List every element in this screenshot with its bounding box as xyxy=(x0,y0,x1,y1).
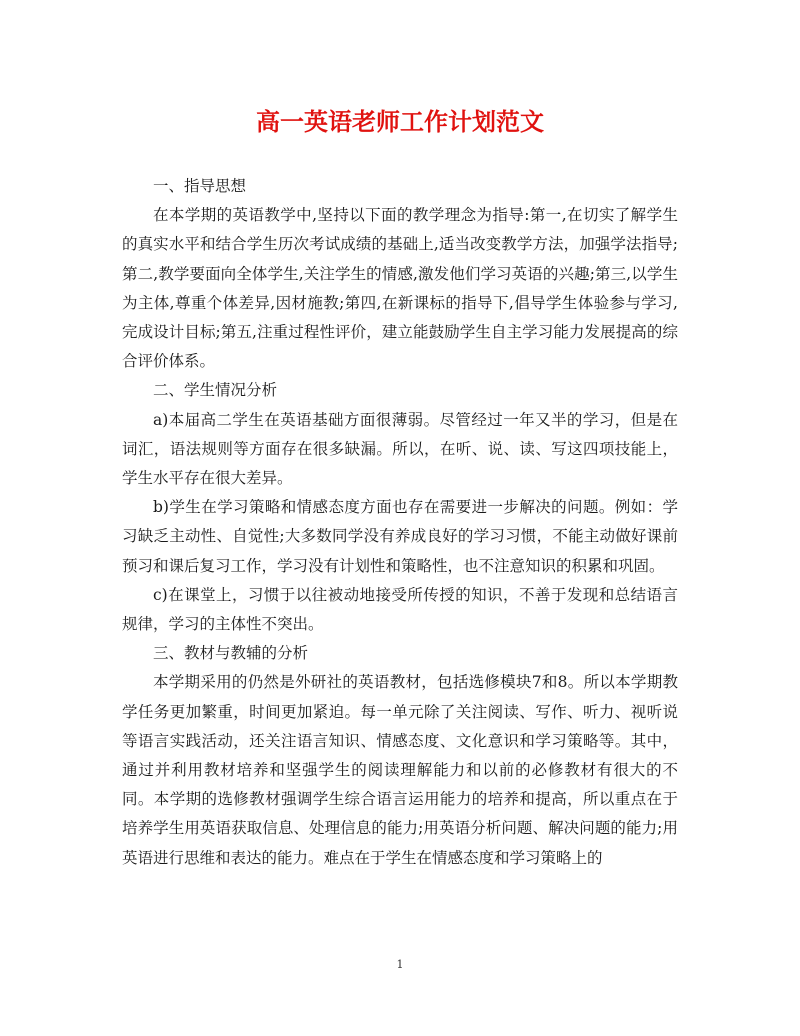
paragraph-student-analysis-a: a)本届高二学生在英语基础方面很薄弱。尽管经过一年又半的学习，但是在词汇，语法规则等方面存在很多缺漏。所以，在听、说、读、写这四项技能上，学生水平存在很大差异。 xyxy=(122,410,678,488)
paragraph-guiding-ideology: 在本学期的英语教学中,坚持以下面的教学理念为指导:第一,在切实了解学生的真实水平和结合学生历次考试成绩的基础上,适当改变教学方法，加强学法指导;第二,教学要面向全体学生,关注学生的情感,激发他们学习英语的兴趣;第三,以学生为主体,尊重个体差异,因材施教;第四,在新课标的指导下,倡导学生体验参与学习,完成设计目标;第五,注重过程性评价，建立能鼓励学生自主学习能力发展提高的综合评价体系。 xyxy=(122,206,678,371)
page-number: 1 xyxy=(396,958,404,971)
paragraph-textbook-analysis: 本学期采用的仍然是外研社的英语教材，包括选修模块7和8。所以本学期教学任务更加繁重，时间更加紧迫。每一单元除了关注阅读、写作、听力、视听说等语言实践活动，还关注语言知识、情感态度、文化意识和学习策略等。其中，通过并利用教材培养和坚强学生的阅读理解能力和以前的必修教材有很大的不同。本学期的选修教材强调学生综合语言运用能力的培养和提高，所以重点在于培养学生用英语获取信息、处理信息的能力;用英语分析问题、解决问题的能力;用英语进行思维和表达的能力。难点在于学生在情感态度和学习策略上的 xyxy=(122,673,678,867)
section-heading-textbook-analysis: 三、教材与教辅的分析 xyxy=(153,644,309,663)
paragraph-student-analysis-c: c)在课堂上，习惯于以往被动地接受所传授的知识，不善于发现和总结语言规律，学习的主体性不突出。 xyxy=(122,585,678,634)
paragraph-student-analysis-b: b)学生在学习策略和情感态度方面也存在需要进一步解决的问题。例如：学习缺乏主动性、自觉性;大多数同学没有养成良好的学习习惯，不能主动做好课前预习和课后复习工作，学习没有计划性和策略性，也不注意知识的积累和巩固。 xyxy=(122,498,678,575)
document-body xyxy=(122,172,678,873)
section-heading-guiding-ideology: 一、指导思想 xyxy=(153,177,247,195)
section-heading-student-analysis: 二、学生情况分析 xyxy=(153,381,278,400)
document-title: 高一英语老师工作计划范文 xyxy=(256,107,544,136)
